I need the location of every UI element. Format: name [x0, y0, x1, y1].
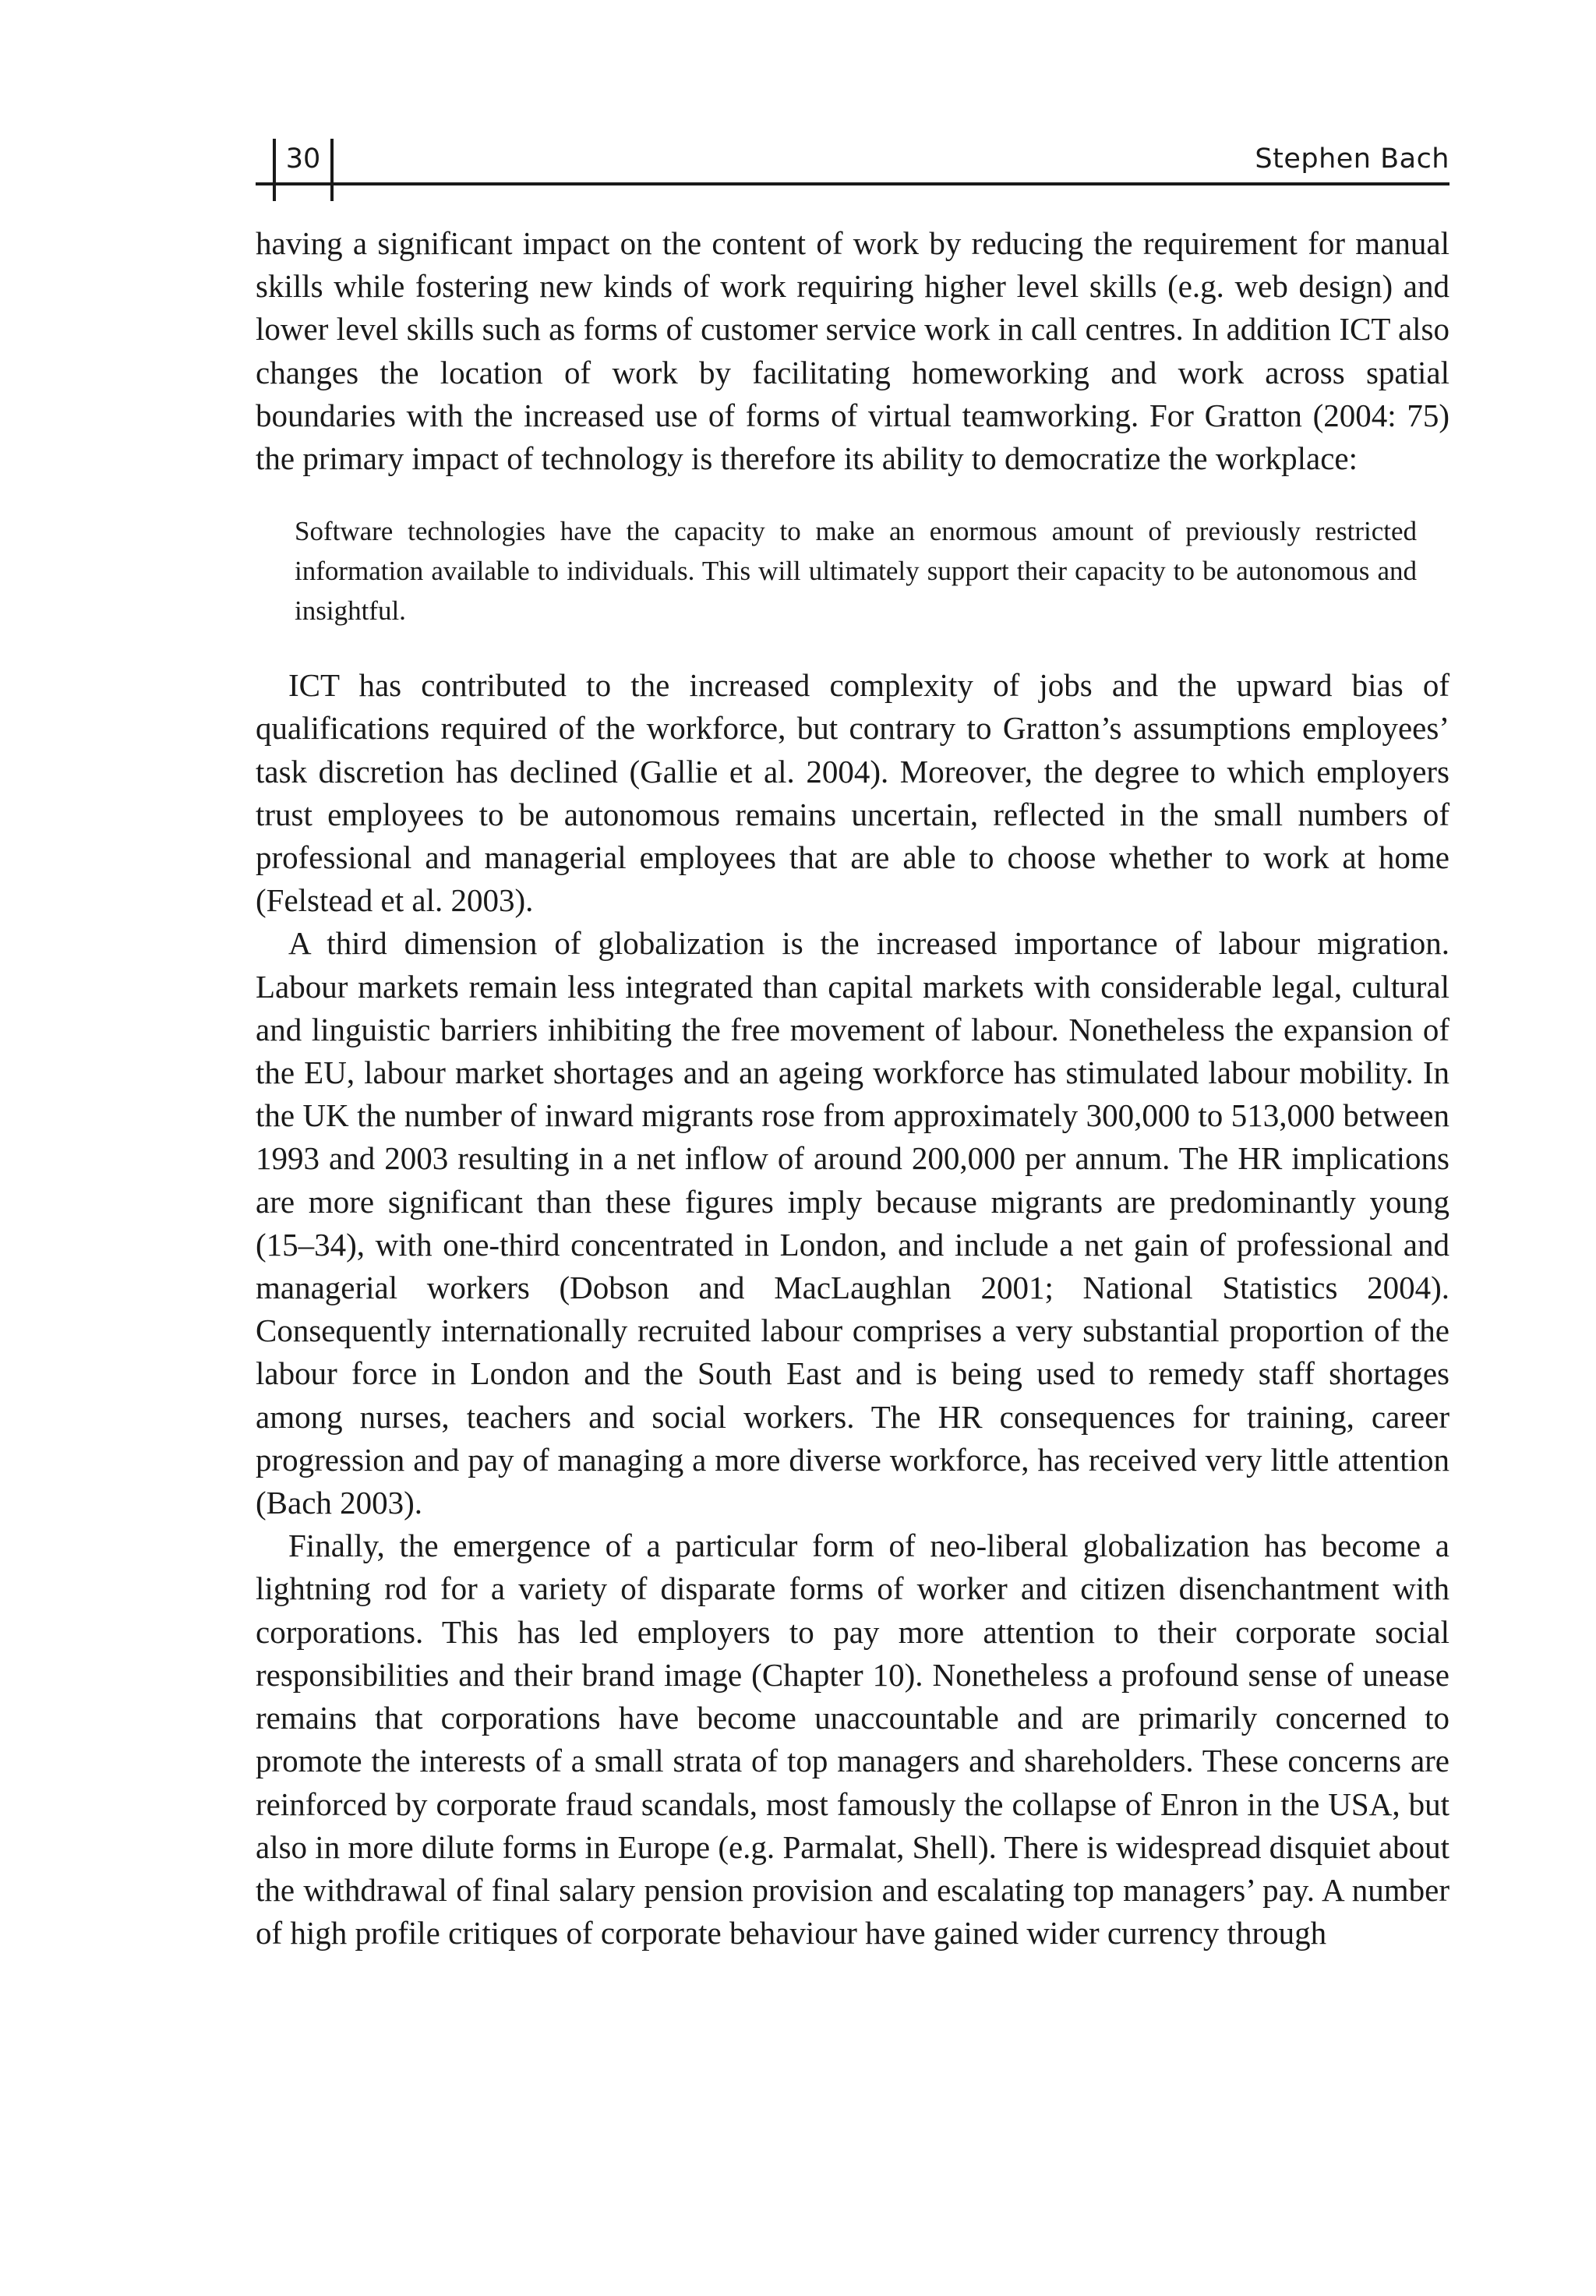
- paragraph-1: having a significant impact on the content of work by reducing the requirement for manual skills while fostering new kinds of work requiring higher level skills (e.g. web design) and lower level skills such as forms of customer service work in call centres. In addition ICT also changes the location of work by facilitating homeworking and work across spatial boundaries with the increased use of forms of virtual teamworking. For Gratton (2004: 75) the primary impact of technology is therefore its ability to democratize the workplace:: [256, 225, 1449, 477]
- page-number: 30: [285, 143, 321, 175]
- spacer: [256, 480, 1449, 511]
- page-number-box: [273, 139, 334, 182]
- paragraph-2: ICT has contributed to the increased complexity of jobs and the upward bias of qualifications required of the workforce, but contrary to Gratton’s assumptions employees’ task discretion has declined (Gallie et al. 2004). Moreover, the degree to which employers trust employees to be autonomous remains uncertain, reflected in the small numbers of professional and managerial employees that are able to choose whether to work at home (Felstead et al. 2003).: [256, 667, 1449, 919]
- header-rule: [256, 182, 1449, 185]
- body-text: [256, 222, 1449, 1955]
- header-tick-right: [330, 182, 334, 201]
- block-quote: Software technologies have the capacity to make an enormous amount of previously restricted information available to individuals. This will ultimately support their capacity to be autonomous and insightful.: [295, 516, 1417, 627]
- running-head-author: Stephen Bach: [1255, 143, 1449, 175]
- running-header: [256, 139, 1449, 203]
- spacer: [256, 631, 1449, 664]
- paragraph-4: Finally, the emergence of a particular form of neo-liberal globalization has become a lightning rod for a variety of disparate forms of worker and citizen disenchantment with corporations. This has led employers to pay more attention to their corporate social responsibilities and their brand image (Chapter 10). Nonetheless a profound sense of unease remains that corporations have become unaccountable and are primarily concerned to promote the interests of a small strata of top managers and shareholders. These concerns are reinforced by corporate fraud scandals, most famously the collapse of Enron in the USA, but also in more dilute forms in Europe (e.g. Parmalat, Shell). There is widespread disquiet about the withdrawal of final salary pension provision and escalating top managers’ pay. A number of high profile critiques of corporate behaviour have gained wider currency through: [256, 1528, 1449, 1952]
- header-tick-left: [273, 182, 276, 201]
- paragraph-3: A third dimension of globalization is the increased importance of labour migration. Labour markets remain less integrated than capital markets with considerable legal, cultural and linguistic barriers inhibiting the free movement of labour. Nonetheless the expansion of the EU, labour market shortages and an ageing workforce has stimulated labour mobility. In the UK the number of inward migrants rose from approximately 300,000 to 513,000 between 1993 and 2003 resulting in a net inflow of around 200,000 per annum. The HR implications are more significant than these figures imply because migrants are predominantly young (15–34), with one-third concentrated in London, and include a net gain of professional and managerial workers (Dobson and MacLaughlan 2001; National Statistics 2004). Consequently internationally recruited labour comprises a very substantial proportion of the labour force in London and the South East and is being used to remedy staff shortages among nurses, teachers and social workers. The HR consequences for training, career progression and pay of managing a more diverse workforce, has received very little attention (Bach 2003).: [256, 925, 1449, 1521]
